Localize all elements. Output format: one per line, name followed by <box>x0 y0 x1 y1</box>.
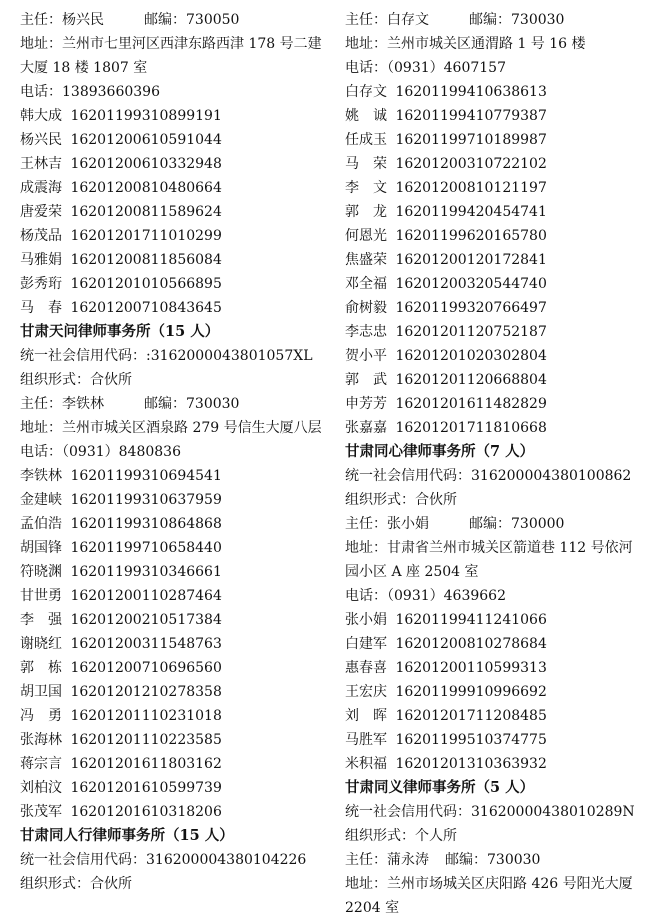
director-label: 主任： <box>20 396 62 412</box>
lawyer-name: 杨茂品 <box>20 228 62 244</box>
postal-label: 邮编： <box>144 12 186 28</box>
license-number: 16201201120752187 <box>395 324 547 340</box>
lawyer-name: 杨兴民 <box>20 132 62 148</box>
license-number: 16201201610318206 <box>70 804 222 820</box>
license-number: 16201201120668804 <box>395 372 547 388</box>
lawyer-name: 彭秀珩 <box>20 276 62 292</box>
lawyer-name: 蒋宗言 <box>20 756 62 772</box>
lawyer-row <box>20 608 325 632</box>
lawyer-name: 胡卫国 <box>20 684 62 700</box>
lawyer-name: 王林吉 <box>20 156 62 172</box>
license-number: 16201200110599313 <box>395 660 547 676</box>
lawyer-name: 李 文 <box>345 180 387 196</box>
lawyer-row <box>20 704 325 728</box>
lawyer-name: 唐爱荣 <box>20 204 62 220</box>
org-form-line: 组织形式：个人所 <box>345 828 457 844</box>
license-number: 16201201310363932 <box>395 756 547 772</box>
license-number: 16201201610599739 <box>70 780 222 796</box>
address-line: 地址：甘肃省兰州市城关区箭道巷 112 号依河园小区 A 座 2504 室 <box>345 540 633 580</box>
lawyer-name: 郭 武 <box>345 372 387 388</box>
lawyer-row <box>345 344 645 368</box>
postal-label: 邮编： <box>445 852 487 868</box>
credit-code-line: 统一社会信用代码：:3162000043801057XL <box>20 348 313 364</box>
lawyer-name: 贺小平 <box>345 348 387 364</box>
director-line <box>345 512 645 536</box>
license-number: 16201200811589624 <box>70 204 222 220</box>
lawyer-name: 白建军 <box>345 636 387 652</box>
lawyer-name: 俞树毅 <box>345 300 387 316</box>
firm-title: 甘肃同义律师事务所（5 人） <box>345 779 535 796</box>
director-line <box>345 848 645 872</box>
director-line <box>345 8 645 32</box>
lawyer-name: 米积福 <box>345 756 387 772</box>
license-number: 16201199310346661 <box>70 564 222 580</box>
lawyer-row <box>20 464 325 488</box>
lawyer-row <box>20 680 325 704</box>
license-number: 16201201210278358 <box>70 684 222 700</box>
lawyer-row <box>345 296 645 320</box>
lawyer-row <box>20 200 325 224</box>
license-number: 16201199410779387 <box>395 108 547 124</box>
lawyer-name: 马 荣 <box>345 156 387 172</box>
lawyer-name: 何恩光 <box>345 228 387 244</box>
license-number: 16201199310694541 <box>70 468 222 484</box>
license-number: 16201200811856084 <box>70 252 222 268</box>
member-list <box>345 80 645 440</box>
lawyer-row <box>345 80 645 104</box>
director-name: 杨兴民 <box>62 12 104 28</box>
lawyer-name: 张海林 <box>20 732 62 748</box>
lawyer-row <box>345 656 645 680</box>
postal-label: 邮编： <box>469 12 511 28</box>
lawyer-row <box>20 752 325 776</box>
license-number: 16201201711010299 <box>70 228 222 244</box>
firm-title: 甘肃同心律师事务所（7 人） <box>345 443 535 460</box>
lawyer-row <box>345 320 645 344</box>
lawyer-name: 冯 勇 <box>20 708 62 724</box>
lawyer-row <box>345 176 645 200</box>
lawyer-name: 郭 龙 <box>345 204 387 220</box>
license-number: 16201199620165780 <box>395 228 547 244</box>
address-line: 地址：兰州市七里河区西津东路西津 178 号二建大厦 18 楼 1807 室 <box>20 36 322 76</box>
lawyer-name: 姚 诚 <box>345 108 387 124</box>
org-form-line: 组织形式：合伙所 <box>20 372 132 388</box>
license-number: 16201199310899191 <box>70 108 222 124</box>
license-number: 16201199910996692 <box>395 684 547 700</box>
lawyer-row <box>345 608 645 632</box>
left-column <box>20 8 325 896</box>
lawyer-row <box>345 224 645 248</box>
license-number: 16201200810278684 <box>395 636 547 652</box>
license-number: 16201201611803162 <box>70 756 222 772</box>
member-list <box>20 464 325 824</box>
lawyer-name: 马雅娟 <box>20 252 62 268</box>
lawyer-row <box>20 152 325 176</box>
license-number: 16201201020302804 <box>395 348 547 364</box>
lawyer-row <box>20 272 325 296</box>
lawyer-row <box>20 632 325 656</box>
lawyer-name: 惠春喜 <box>345 660 387 676</box>
credit-code-line: 统一社会信用代码：31620000438010289N <box>345 804 635 820</box>
address-line: 地址：兰州市城关区酒泉路 279 号信生大厦八层 <box>20 420 322 436</box>
license-number: 16201201711208485 <box>395 708 547 724</box>
license-number: 16201199710658440 <box>70 540 222 556</box>
director-line <box>20 392 325 416</box>
lawyer-row <box>20 584 325 608</box>
lawyer-row <box>345 200 645 224</box>
license-number: 16201201110223585 <box>70 732 222 748</box>
lawyer-name: 申芳芳 <box>345 396 387 412</box>
postal-code: 730000 <box>511 516 565 532</box>
lawyer-name: 任成玉 <box>345 132 387 148</box>
lawyer-row <box>345 728 645 752</box>
lawyer-row <box>20 104 325 128</box>
lawyer-row <box>345 368 645 392</box>
license-number: 16201200710843645 <box>70 300 222 316</box>
lawyer-name: 李铁林 <box>20 468 62 484</box>
lawyer-row <box>345 128 645 152</box>
lawyer-row <box>345 752 645 776</box>
lawyer-name: 马胜军 <box>345 732 387 748</box>
postal-code: 730030 <box>186 396 240 412</box>
lawyer-row <box>20 296 325 320</box>
director-name: 白存文 <box>387 12 429 28</box>
phone-line: 电话：（0931）8480836 <box>20 444 181 460</box>
postal-code: 730030 <box>487 852 541 868</box>
lawyer-row <box>345 416 645 440</box>
lawyer-name: 金建峡 <box>20 492 62 508</box>
firm-title: 甘肃天问律师事务所（15 人） <box>20 323 220 340</box>
postal-label: 邮编： <box>469 516 511 532</box>
lawyer-row <box>20 488 325 512</box>
director-name: 张小娟 <box>387 516 429 532</box>
license-number: 16201201010566895 <box>70 276 222 292</box>
credit-code-line: 统一社会信用代码：316200004380104226 <box>20 852 307 868</box>
lawyer-name: 符晓渊 <box>20 564 62 580</box>
lawyer-name: 李志忠 <box>345 324 387 340</box>
lawyer-row <box>20 560 325 584</box>
lawyer-name: 成震海 <box>20 180 62 196</box>
license-number: 16201201611482829 <box>395 396 547 412</box>
firm-title: 甘肃同人行律师事务所（15 人） <box>20 827 234 844</box>
license-number: 16201199411241066 <box>395 612 547 628</box>
lawyer-name: 李 强 <box>20 612 62 628</box>
lawyer-row <box>20 728 325 752</box>
lawyer-name: 刘柏汶 <box>20 780 62 796</box>
license-number: 16201200810121197 <box>395 180 547 196</box>
director-name: 蒲永涛 <box>387 852 429 868</box>
phone-line: 电话：（0931）4607157 <box>345 60 506 76</box>
lawyer-name: 韩大成 <box>20 108 62 124</box>
lawyer-name: 白存文 <box>345 84 387 100</box>
license-number: 16201199320766497 <box>395 300 547 316</box>
license-number: 16201200610591044 <box>70 132 222 148</box>
license-number: 16201200610332948 <box>70 156 222 172</box>
director-line <box>20 8 325 32</box>
license-number: 16201200120172841 <box>395 252 547 268</box>
license-number: 16201199420454741 <box>395 204 547 220</box>
member-list <box>345 608 645 776</box>
address-line: 地址：兰州市城关区通渭路 1 号 16 楼 <box>345 36 586 52</box>
lawyer-row <box>20 656 325 680</box>
postal-label: 邮编： <box>144 396 186 412</box>
lawyer-row <box>20 536 325 560</box>
lawyer-row <box>345 248 645 272</box>
lawyer-name: 谢晓红 <box>20 636 62 652</box>
lawyer-row <box>345 272 645 296</box>
lawyer-row <box>345 704 645 728</box>
right-column <box>345 8 645 920</box>
org-form-line: 组织形式：合伙所 <box>345 492 457 508</box>
license-number: 16201201711810668 <box>395 420 547 436</box>
postal-code: 730050 <box>186 12 240 28</box>
license-number: 16201200310722102 <box>395 156 547 172</box>
license-number: 16201200810480664 <box>70 180 222 196</box>
license-number: 16201200110287464 <box>70 588 222 604</box>
license-number: 16201201110231018 <box>70 708 222 724</box>
director-label: 主任： <box>20 12 62 28</box>
director-name: 李铁林 <box>62 396 104 412</box>
lawyer-name: 张小娟 <box>345 612 387 628</box>
lawyer-name: 邓全福 <box>345 276 387 292</box>
license-number: 16201199510374775 <box>395 732 547 748</box>
lawyer-row <box>20 248 325 272</box>
lawyer-name: 王宏庆 <box>345 684 387 700</box>
lawyer-row <box>20 224 325 248</box>
credit-code-line: 统一社会信用代码：316200004380100862 <box>345 468 632 484</box>
address-line: 地址：兰州市场城关区庆阳路 426 号阳光大厦 2204 室 <box>345 876 633 916</box>
lawyer-name: 刘 晖 <box>345 708 387 724</box>
phone-line: 电话：13893660396 <box>20 84 160 100</box>
license-number: 16201200320544740 <box>395 276 547 292</box>
license-number: 16201200311548763 <box>70 636 222 652</box>
lawyer-name: 郭 栋 <box>20 660 62 676</box>
lawyer-name: 马 春 <box>20 300 62 316</box>
lawyer-row <box>345 152 645 176</box>
license-number: 16201199410638613 <box>395 84 547 100</box>
member-list <box>20 104 325 320</box>
director-label: 主任： <box>345 852 387 868</box>
license-number: 16201199310637959 <box>70 492 222 508</box>
postal-code: 730030 <box>511 12 565 28</box>
lawyer-row <box>20 776 325 800</box>
lawyer-row <box>345 104 645 128</box>
lawyer-name: 孟伯浩 <box>20 516 62 532</box>
lawyer-row <box>20 800 325 824</box>
lawyer-row <box>345 632 645 656</box>
lawyer-row <box>20 176 325 200</box>
license-number: 16201199310864868 <box>70 516 222 532</box>
lawyer-row <box>345 680 645 704</box>
director-label: 主任： <box>345 516 387 532</box>
license-number: 16201200710696560 <box>70 660 222 676</box>
director-label: 主任： <box>345 12 387 28</box>
license-number: 16201200210517384 <box>70 612 222 628</box>
lawyer-row <box>20 128 325 152</box>
lawyer-name: 张嘉嘉 <box>345 420 387 436</box>
lawyer-row <box>20 512 325 536</box>
lawyer-name: 甘世勇 <box>20 588 62 604</box>
lawyer-name: 焦盛荣 <box>345 252 387 268</box>
lawyer-row <box>345 392 645 416</box>
license-number: 16201199710189987 <box>395 132 547 148</box>
lawyer-name: 胡国锋 <box>20 540 62 556</box>
phone-line: 电话：（0931）4639662 <box>345 588 506 604</box>
lawyer-name: 张茂军 <box>20 804 62 820</box>
org-form-line: 组织形式：合伙所 <box>20 876 132 892</box>
